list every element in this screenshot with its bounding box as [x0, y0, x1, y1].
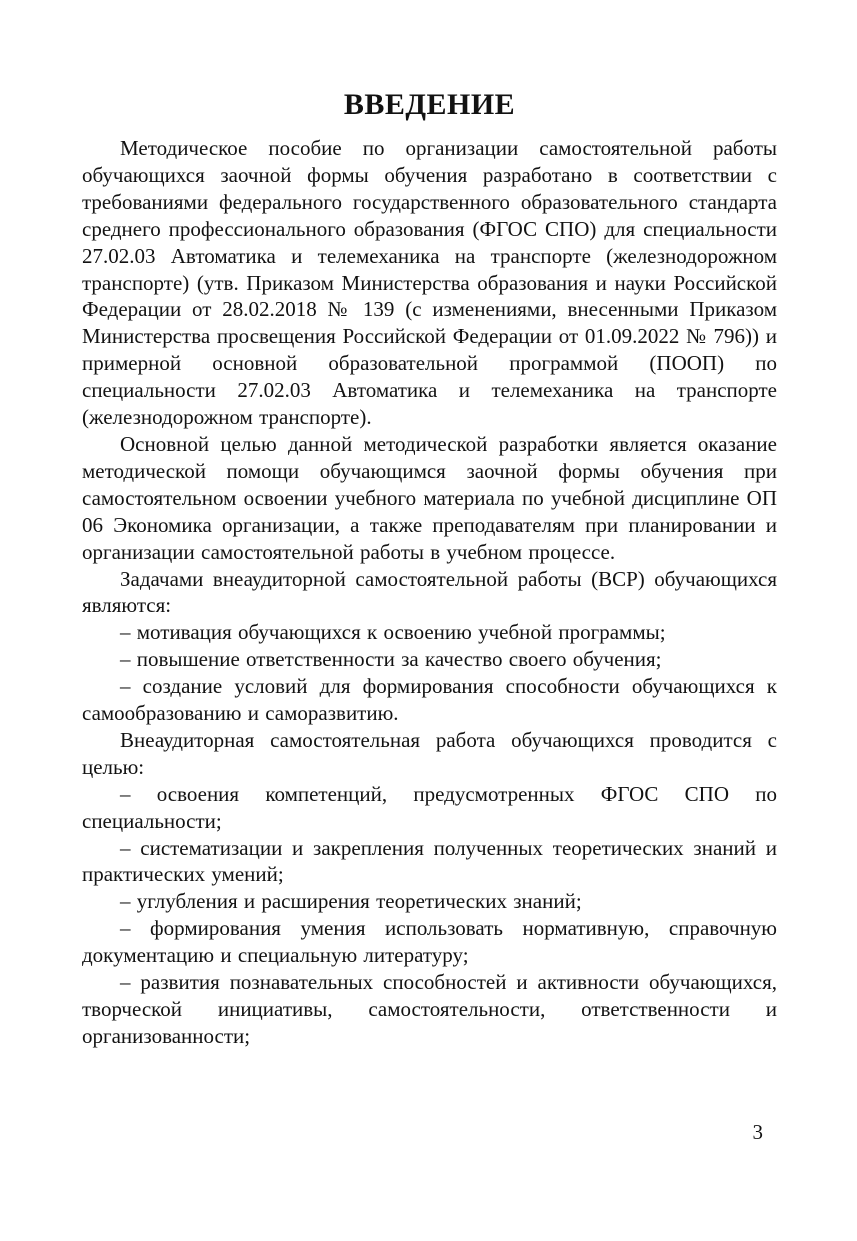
body-paragraph: Внеаудиторная самостоятельная работа обучающихся проводится с целью:: [82, 727, 777, 779]
body-paragraph: – развития познавательных способностей и активности обучающихся, творческой инициативы, самостоятельности, ответственности и организованности;: [82, 970, 777, 1048]
page-number: 3: [752, 1120, 763, 1144]
body-paragraph: – освоения компетенций, предусмотренных ФГОС СПО по специальности;: [82, 781, 777, 833]
text-column: [82, 88, 777, 1050]
body-paragraph: – углубления и расширения теоретических знаний;: [120, 889, 582, 914]
body-text: [82, 135, 777, 1050]
body-paragraph: – систематизации и закрепления полученных теоретических знаний и практических умений;: [82, 835, 777, 887]
body-paragraph: – мотивация обучающихся к освоению учебной программы;: [120, 620, 666, 645]
body-paragraph: – формирования умения использовать нормативную, справочную документацию и специальную литературу;: [82, 916, 777, 968]
body-paragraph: – повышение ответственности за качество своего обучения;: [120, 647, 662, 672]
page-title: ВВЕДЕНИЕ: [343, 88, 516, 121]
body-paragraph: Задачами внеаудиторной самостоятельной работы (ВСР) обучающихся являются:: [82, 566, 777, 618]
body-paragraph: Основной целью данной методической разработки является оказание методической помощи обучающимся заочной формы обучения при самостоятельном освоении учебного материала по учебной дисциплине ОП 06 Экономика организации, а также преподавателям при планировании и организации самостоятельной работы в учебном процессе.: [82, 431, 777, 564]
body-paragraph: – создание условий для формирования способности обучающихся к самообразованию и саморазвитию.: [82, 674, 777, 726]
body-paragraph: Методическое пособие по организации самостоятельной работы обучающихся заочной формы обучения разработано в соответствии с требованиями федерального государственного образовательного стандарта среднего профессионального образования (ФГОС СПО) для специальности 27.02.03 Автоматика и телемеханика на транспорте (железнодорожном транспорте) (утв. Приказом Министерства образования и науки Российской Федерации от 28.02.2018 № 139 (с изменениями, внесенными Приказом Министерства просвещения Российской Федерации от 01.09.2022 № 796)) и примерной основной образовательной программой (ПООП) по специальности 27.02.03 Автоматика и телемеханика на транспорте (железнодорожном транспорте).: [82, 136, 777, 430]
